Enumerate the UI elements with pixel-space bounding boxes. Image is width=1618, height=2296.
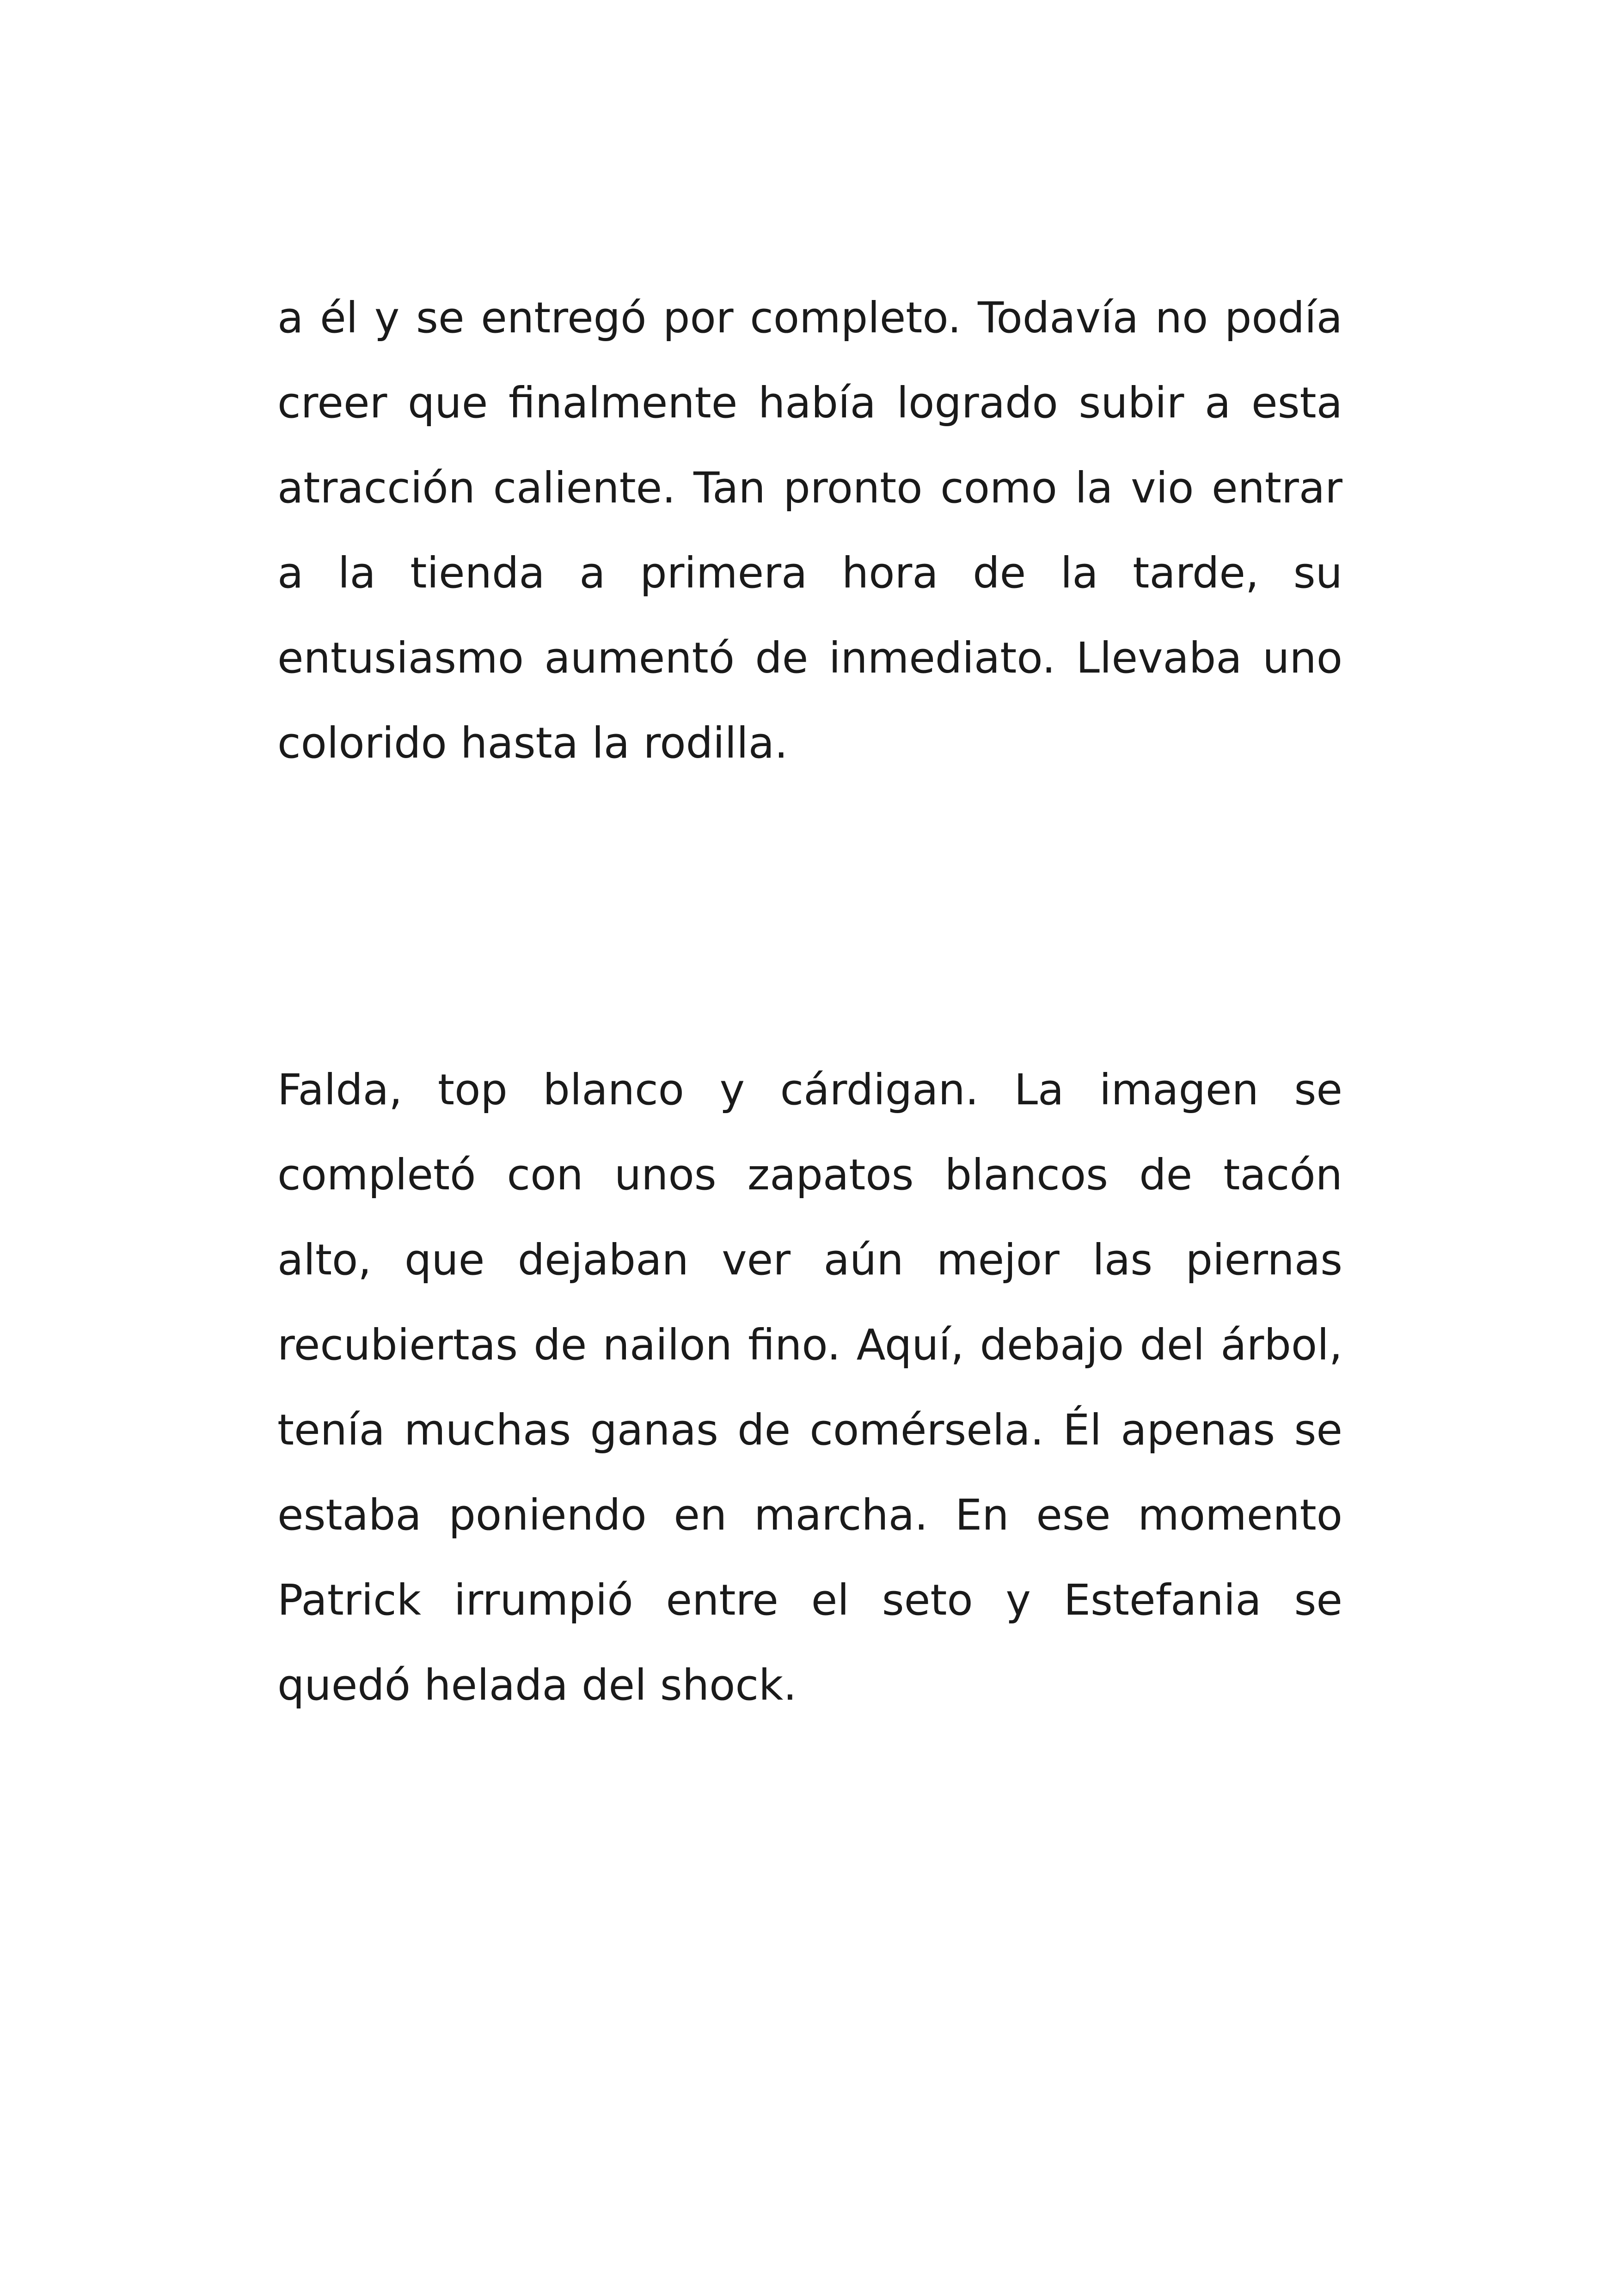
paragraph-2: Falda, top blanco y cárdigan. La imagen se completó con unos zapatos blancos de tacón alto, que dejaban ver aún mejor las piernas recubiertas de nailon fino. Aquí, debajo del árbol, tenía muchas ganas de comérsela. Él apenas se estaba poniendo en marcha. En ese momento Patrick irrumpió entre el seto y Estefania se quedó helada del shock. [277,1065,1342,1710]
paragraph-1: a él y se entregó por completo. Todavía no podía creer que finalmente había logrado subir a esta atracción caliente. Tan pronto como la vio entrar a la tienda a primera hora de la tarde, su entusiasmo aumentó de inmediato. Llevaba uno colorido hasta la rodilla. [277,293,1342,768]
